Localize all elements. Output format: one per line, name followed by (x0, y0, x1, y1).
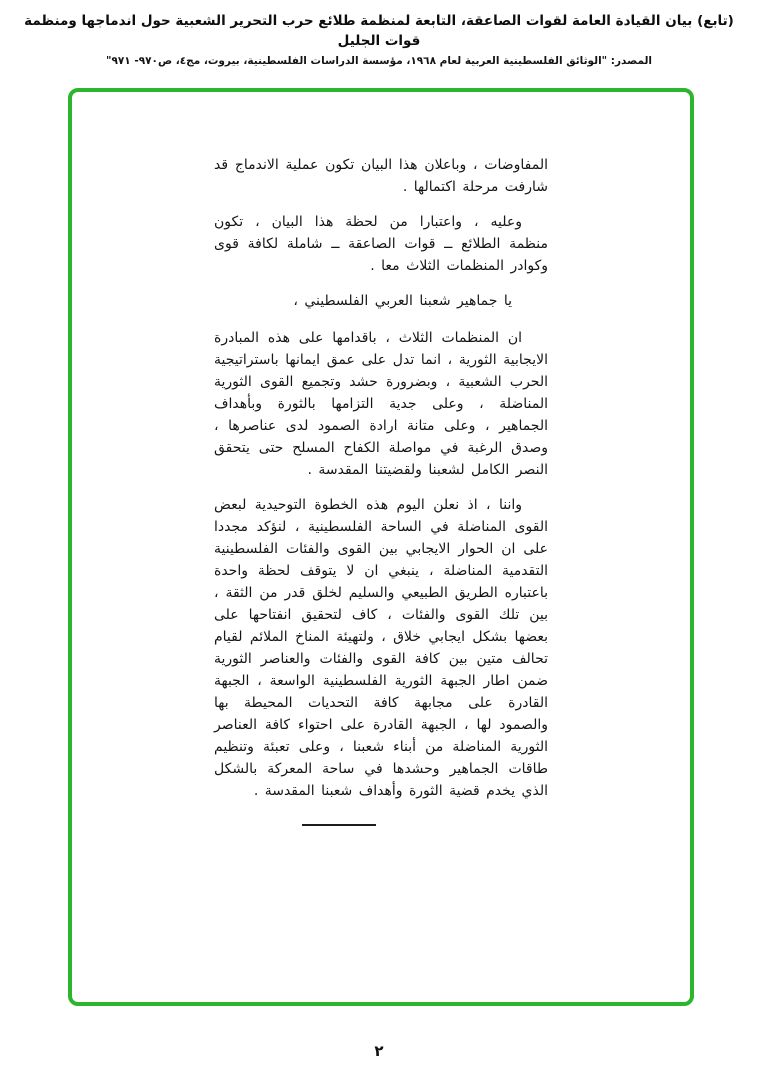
page-header (0, 0, 758, 67)
document-border-frame (68, 88, 694, 1006)
paragraph: واننا ، اذ نعلن اليوم هذه الخطوة التوحيدية لبعض القوى المناضلة في الساحة الفلسطينية ، لنؤكد مجددا على ان الحوار الايجابي بين القوى والفئات الفلسطينية التقدمية المناضلة ، ينبغي ان لا يتوقف لحظة واحدة باعتباره الطريق الطبيعي والسليم لخلق قدر من الثقة ، بين تلك القوى والفئات ، كاف لتحقيق انفتاحها على بعضها بشكل ايجابي خلاق ، ولتهيئة المناخ الملائم لقيام تحالف متين بين كافة القوى والفئات والعناصر الثورية ضمن اطار الجبهة الثورية الفلسطينية الواسعة ، الجبهة القادرة على مجابهة كافة التحديات المحيطة بها والصمود لها ، الجبهة القادرة على احتواء كافة العناصر الثورية المناضلة من أبناء شعبنا ، وعلى تعبئة وتنظيم طاقات الجماهير وحشدها في ساحة المعركة بالشكل الذي يخدم قضية الثورة وأهداف شعبنا المقدسة . (214, 497, 548, 799)
document-text-column (214, 154, 548, 826)
section-divider (302, 824, 376, 826)
document-source-line: المصدر: "الوثائق الفلسطينية العربية لعام ١٩٦٨، مؤسسة الدراسات الفلسطينية، بيروت، مج٤، ص٩٧٠- ٩٧١" (105, 55, 653, 68)
page-number: ٢ (374, 1042, 384, 1060)
salutation-line: يا جماهير شعبنا العربي الفلسطيني ، (293, 293, 512, 309)
paragraph: المفاوضات ، وباعلان هذا البيان تكون عملية الاندماج قد شارفت مرحلة اكتمالها . (214, 157, 548, 195)
paragraph: ان المنظمات الثلاث ، باقدامها على هذه المبادرة الايجابية الثورية ، انما تدل على عمق ايمانها باستراتيجية الحرب الشعبية ، وبضرورة حشد وتجميع القوى الثورية المناضلة ، وعلى جدية التزامها بالثورة وبأهداف الجماهير ، وعلى متانة ارادة الصمود لدى عناصرها ، وصدق الرغبة في مواصلة الكفاح المسلح حتى يتحقق النصر الكامل لشعبنا ولقضيتنا المقدسة . (214, 330, 548, 478)
document-title: (تابع) بيان القيادة العامة لقوات الصاعقة، التابعة لمنظمة طلائع حرب التحرير الشعبية حول اندماجها ومنظمة قوات الجليل (24, 13, 734, 49)
paragraph: وعليه ، واعتبارا من لحظة هذا البيان ، تكون منظمة الطلائع ــ قوات الصاعقة ــ شاملة لكافة قوى وكوادر المنظمات الثلاث معا . (214, 214, 548, 274)
